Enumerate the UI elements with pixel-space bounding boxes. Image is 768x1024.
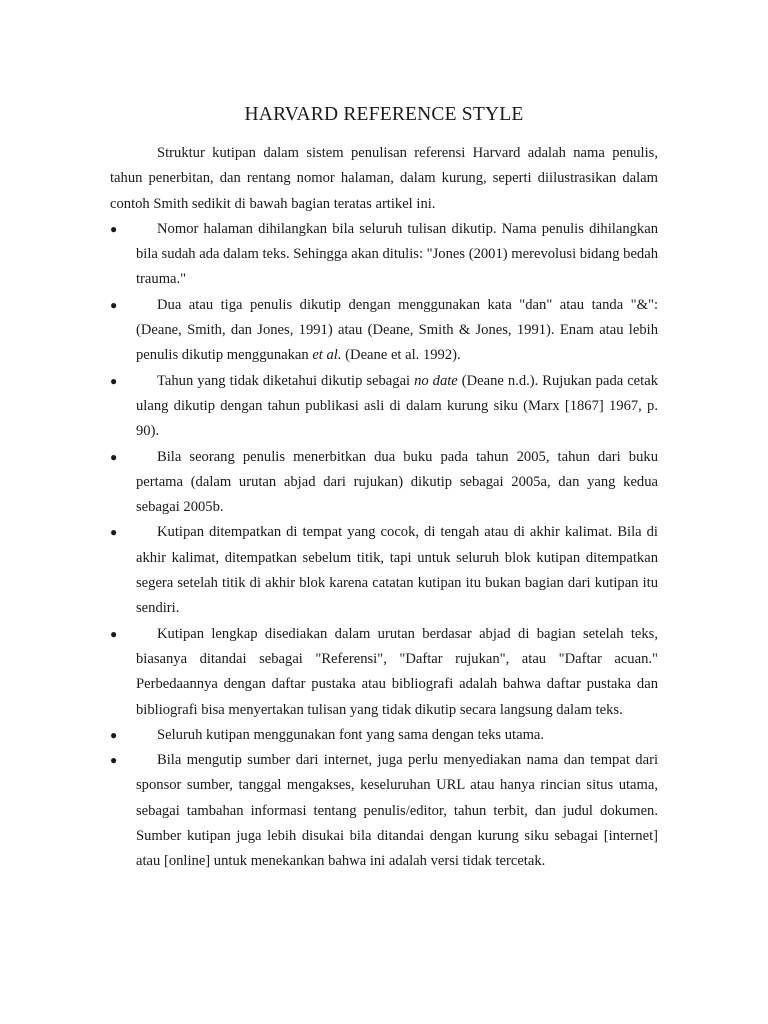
- list-item: [110, 748, 658, 874]
- list-item-text: [136, 622, 658, 723]
- bullet-icon: ●: [110, 373, 118, 388]
- bullet-icon: ●: [110, 626, 118, 641]
- bullet-icon: ●: [110, 525, 118, 540]
- text-run: Kutipan lengkap disediakan dalam urutan berdasar abjad di bagian setelah teks, biasanya ditandai sebagai "Referensi", "Daftar rujukan", atau "Daftar acuan." Perbedaannya dengan daftar pustaka atau bibliografi adalah bahwa daftar pustaka dan bibliografi bisa menyertakan tulisan yang tidak dikutip secara langsung dalam teks.: [136, 625, 658, 718]
- list-item-text: [136, 723, 658, 748]
- page-title: HARVARD REFERENCE STYLE: [244, 104, 524, 125]
- list-item: [110, 723, 658, 748]
- list-item: [110, 445, 658, 521]
- text-run: Bila mengutip sumber dari internet, juga perlu menyediakan nama dan tempat dari sponsor sumber, tanggal mengakses, keseluruhan URL atau hanya rincian situs utama, sebagai tambahan informasi tentang penulis/editor, tahun terbit, dan judul dokumen. Sumber kutipan juga lebih disukai bila ditandai dengan kurung siku sebagai [internet] atau [online] untuk menekankan bahwa ini adalah versi tidak tercetak.: [136, 752, 658, 870]
- bullet-icon: ●: [110, 753, 118, 768]
- list-item: [110, 622, 658, 723]
- bullet-icon: ●: [110, 297, 118, 312]
- text-run: Tahun yang tidak diketahui dikutip sebagai: [157, 372, 415, 389]
- list-item-text: [136, 217, 658, 293]
- text-run: (Deane n.d.). Rujukan pada cetak ulang dikutip dengan tahun publikasi asli di dalam kurung siku (Marx [1867] 1967, p. 90).: [136, 372, 658, 440]
- list-item: [110, 369, 658, 445]
- intro-paragraph: Struktur kutipan dalam sistem penulisan referensi Harvard adalah nama penulis, tahun penerbitan, dan rentang nomor halaman, dalam kurung, seperti diilustrasikan dalam contoh Smith sedikit di bawah bagian teratas artikel ini.: [110, 145, 658, 212]
- list-item: [110, 217, 658, 293]
- text-run: Seluruh kutipan menggunakan font yang sama dengan teks utama.: [157, 726, 545, 743]
- text-run: Nomor halaman dihilangkan bila seluruh tulisan dikutip. Nama penulis dihilangkan bila sudah ada dalam teks. Sehingga akan ditulis: "Jones (2001) merevolusi bidang bedah trauma.": [136, 220, 658, 288]
- text-run: Kutipan ditempatkan di tempat yang cocok, di tengah atau di akhir kalimat. Bila di akhir kalimat, ditempatkan sebelum titik, tapi untuk seluruh blok kutipan ditempatkan segera setelah titik di akhir blok karena catatan kutipan itu bukan bagian dari kutipan itu sendiri.: [136, 524, 658, 617]
- bullet-icon: ●: [110, 221, 118, 236]
- text-run: Dua atau tiga penulis dikutip dengan menggunakan kata "dan" atau tanda "&": (Deane, Smith, dan Jones, 1991) atau (Deane, Smith & Jones, 1991). Enam atau lebih penulis dikutip menggunakan: [136, 296, 658, 364]
- document-page: [110, 103, 658, 875]
- text-run: (Deane et al. 1992).: [341, 347, 461, 364]
- italic-term: et al.: [312, 347, 342, 364]
- text-run: Bila seorang penulis menerbitkan dua buku pada tahun 2005, tahun dari buku pertama (dalam urutan abjad dari rujukan) dikutip sebagai 2005a, dan yang kedua sebagai 2005b.: [136, 448, 658, 516]
- list-item-text: [136, 293, 658, 369]
- list-item-text: [136, 369, 658, 445]
- bullet-icon: ●: [110, 727, 118, 742]
- list-item-text: [136, 520, 658, 621]
- bullet-list: [110, 217, 658, 875]
- list-item-text: [136, 445, 658, 521]
- list-item: [110, 293, 658, 369]
- italic-term: no date: [414, 372, 458, 389]
- list-item: [110, 520, 658, 621]
- list-item-text: [136, 748, 658, 874]
- bullet-icon: ●: [110, 449, 118, 464]
